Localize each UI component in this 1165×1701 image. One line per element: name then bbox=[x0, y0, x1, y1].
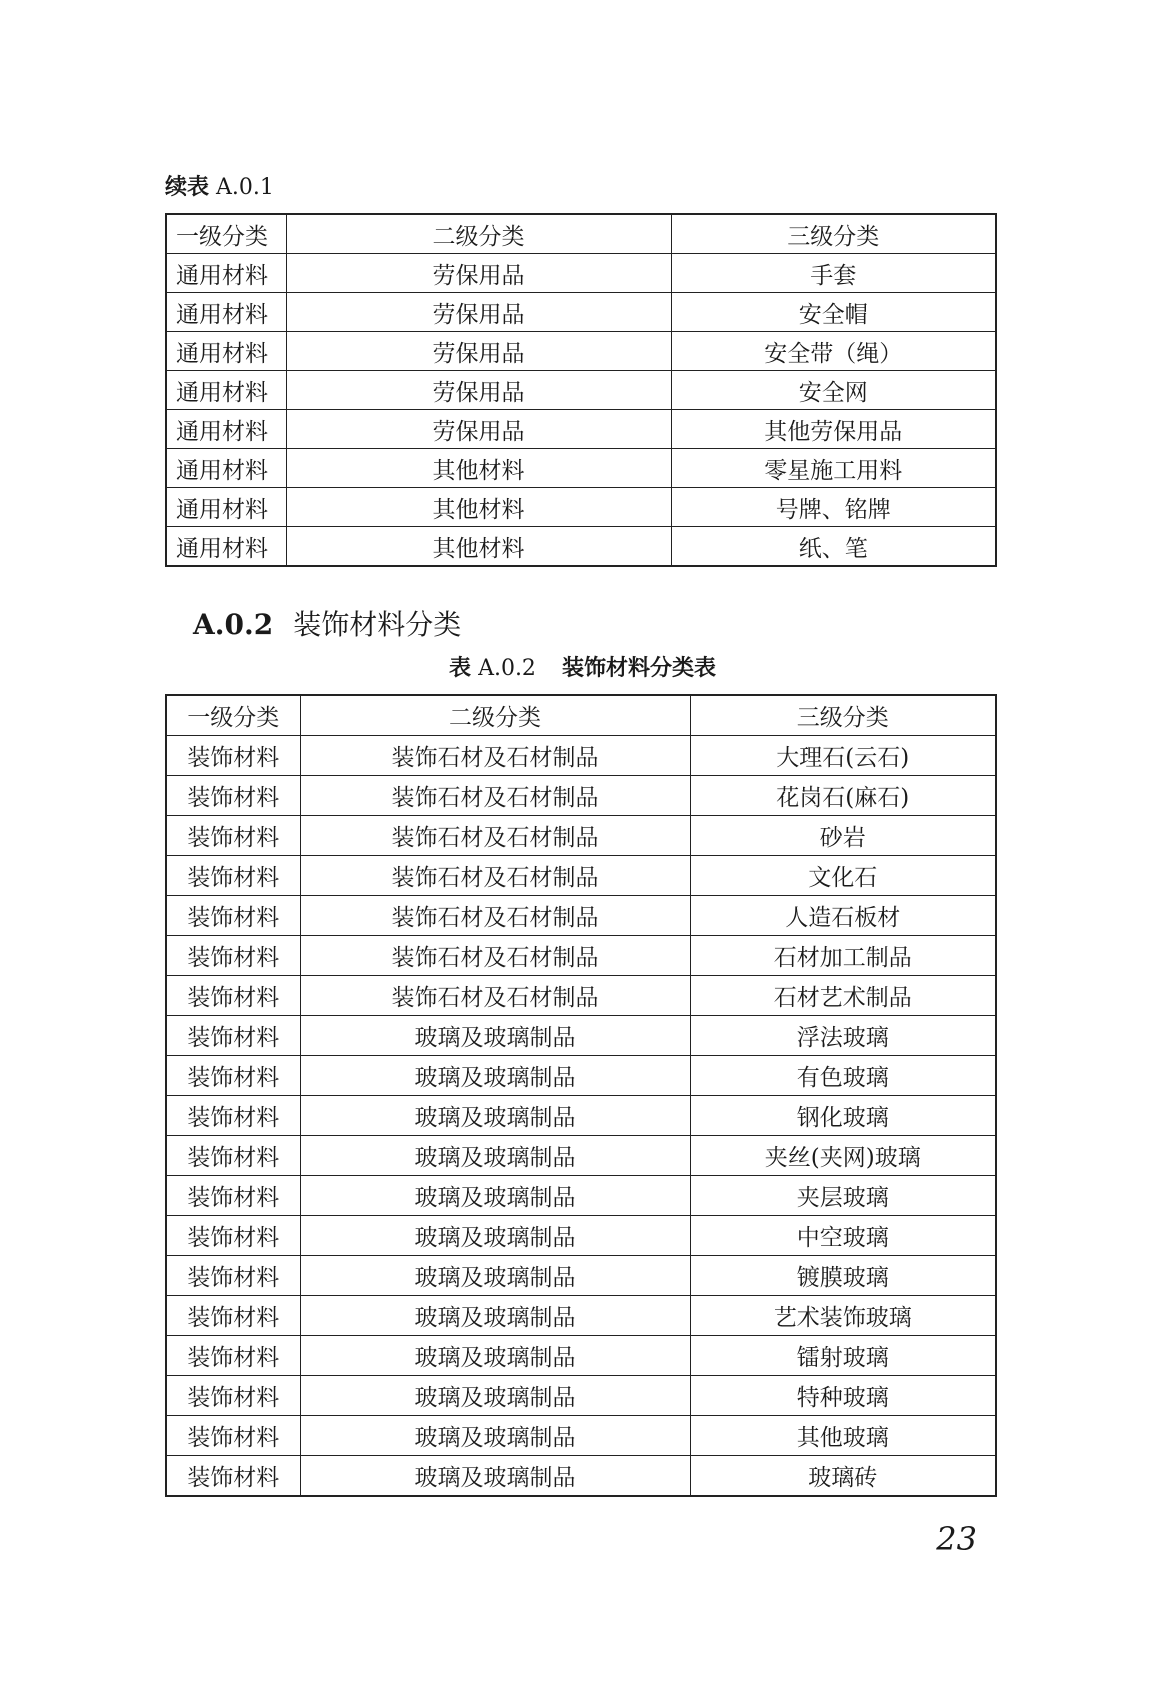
table-cell: 装饰材料 bbox=[166, 936, 300, 976]
table-row bbox=[166, 527, 996, 567]
table-row bbox=[166, 1416, 996, 1456]
table-cell: 装饰材料 bbox=[166, 1416, 300, 1456]
table-row bbox=[166, 1216, 996, 1256]
table-cell: 通用材料 bbox=[166, 371, 286, 410]
table-row bbox=[166, 1376, 996, 1416]
table-cell: 装饰材料 bbox=[166, 776, 300, 816]
table-row bbox=[166, 1176, 996, 1216]
table-cell: 其他材料 bbox=[286, 527, 671, 567]
table-cell: 装饰材料 bbox=[166, 816, 300, 856]
table-row bbox=[166, 254, 996, 293]
table-cell: 装饰材料 bbox=[166, 1296, 300, 1336]
table-row bbox=[166, 1296, 996, 1336]
table2-body bbox=[166, 695, 996, 1496]
table-cell: 通用材料 bbox=[166, 410, 286, 449]
table-cell: 玻璃及玻璃制品 bbox=[300, 1136, 690, 1176]
table-cell: 钢化玻璃 bbox=[690, 1096, 996, 1136]
table-cell: 其他劳保用品 bbox=[671, 410, 996, 449]
table-cell: 装饰材料 bbox=[166, 1376, 300, 1416]
table-cell: 艺术装饰玻璃 bbox=[690, 1296, 996, 1336]
table-cell: 装饰材料 bbox=[166, 736, 300, 776]
table-cell: 装饰材料 bbox=[166, 856, 300, 896]
table-cell: 玻璃及玻璃制品 bbox=[300, 1176, 690, 1216]
table-cell: 装饰材料 bbox=[166, 1216, 300, 1256]
table-cell: 有色玻璃 bbox=[690, 1056, 996, 1096]
table1-caption bbox=[165, 172, 274, 203]
table-row bbox=[166, 410, 996, 449]
table-cell: 通用材料 bbox=[166, 488, 286, 527]
table2-caption-id: A.0.2 bbox=[478, 656, 536, 681]
table-cell: 通用材料 bbox=[166, 527, 286, 567]
table1-header-cell: 三级分类 bbox=[671, 214, 996, 254]
table-row bbox=[166, 856, 996, 896]
table-cell: 装饰材料 bbox=[166, 1096, 300, 1136]
table-row bbox=[166, 332, 996, 371]
table-cell: 中空玻璃 bbox=[690, 1216, 996, 1256]
table-cell: 特种玻璃 bbox=[690, 1376, 996, 1416]
table-cell: 通用材料 bbox=[166, 332, 286, 371]
table1 bbox=[165, 213, 997, 567]
table-cell: 装饰材料 bbox=[166, 1016, 300, 1056]
table-cell: 其他材料 bbox=[286, 449, 671, 488]
table-cell: 石材艺术制品 bbox=[690, 976, 996, 1016]
table1-header-cell: 一级分类 bbox=[166, 214, 286, 254]
table-cell: 安全帽 bbox=[671, 293, 996, 332]
table2-header-row bbox=[166, 695, 996, 736]
table-cell: 装饰材料 bbox=[166, 976, 300, 1016]
table-cell: 玻璃及玻璃制品 bbox=[300, 1456, 690, 1497]
table-row bbox=[166, 776, 996, 816]
table-cell: 花岗石(麻石) bbox=[690, 776, 996, 816]
table-row bbox=[166, 1136, 996, 1176]
table-row bbox=[166, 1256, 996, 1296]
table-cell: 装饰材料 bbox=[166, 1176, 300, 1216]
table-cell: 装饰石材及石材制品 bbox=[300, 896, 690, 936]
table-cell: 镭射玻璃 bbox=[690, 1336, 996, 1376]
table-cell: 玻璃及玻璃制品 bbox=[300, 1336, 690, 1376]
table-row bbox=[166, 936, 996, 976]
table-row bbox=[166, 1336, 996, 1376]
table-cell: 玻璃及玻璃制品 bbox=[300, 1256, 690, 1296]
table-cell: 装饰石材及石材制品 bbox=[300, 816, 690, 856]
table2-caption-title: 装饰材料分类表 bbox=[561, 655, 716, 681]
table-cell: 装饰石材及石材制品 bbox=[300, 856, 690, 896]
table-cell: 其他材料 bbox=[286, 488, 671, 527]
table-cell: 玻璃及玻璃制品 bbox=[300, 1376, 690, 1416]
table-cell: 其他玻璃 bbox=[690, 1416, 996, 1456]
section-number: A.0.2 bbox=[193, 608, 274, 641]
table-row bbox=[166, 293, 996, 332]
table-cell: 镀膜玻璃 bbox=[690, 1256, 996, 1296]
table-cell: 通用材料 bbox=[166, 449, 286, 488]
table-cell: 夹层玻璃 bbox=[690, 1176, 996, 1216]
table-cell: 玻璃及玻璃制品 bbox=[300, 1296, 690, 1336]
table-row bbox=[166, 1056, 996, 1096]
section-title: 装饰材料分类 bbox=[293, 608, 462, 641]
table-cell: 玻璃及玻璃制品 bbox=[300, 1216, 690, 1256]
table-cell: 人造石板材 bbox=[690, 896, 996, 936]
table2-header-cell: 一级分类 bbox=[166, 695, 300, 736]
table-cell: 玻璃及玻璃制品 bbox=[300, 1416, 690, 1456]
section-heading bbox=[193, 607, 461, 643]
table2 bbox=[165, 694, 997, 1497]
table-cell: 劳保用品 bbox=[286, 254, 671, 293]
table1-body bbox=[166, 214, 996, 566]
table-row bbox=[166, 816, 996, 856]
table-cell: 玻璃及玻璃制品 bbox=[300, 1016, 690, 1056]
table1-header-cell: 二级分类 bbox=[286, 214, 671, 254]
table-row bbox=[166, 488, 996, 527]
table-cell: 装饰石材及石材制品 bbox=[300, 736, 690, 776]
table-row bbox=[166, 736, 996, 776]
table-cell: 玻璃及玻璃制品 bbox=[300, 1056, 690, 1096]
table-cell: 劳保用品 bbox=[286, 332, 671, 371]
table-cell: 安全网 bbox=[671, 371, 996, 410]
table-cell: 装饰石材及石材制品 bbox=[300, 936, 690, 976]
table-cell: 手套 bbox=[671, 254, 996, 293]
table-cell: 玻璃砖 bbox=[690, 1456, 996, 1497]
table-cell: 石材加工制品 bbox=[690, 936, 996, 976]
table-cell: 文化石 bbox=[690, 856, 996, 896]
table-cell: 劳保用品 bbox=[286, 410, 671, 449]
table-cell: 零星施工用料 bbox=[671, 449, 996, 488]
table1-caption-id: A.0.1 bbox=[216, 175, 274, 200]
table-cell: 劳保用品 bbox=[286, 293, 671, 332]
table-row bbox=[166, 449, 996, 488]
table-row bbox=[166, 1096, 996, 1136]
table-cell: 号牌、铭牌 bbox=[671, 488, 996, 527]
table-cell: 劳保用品 bbox=[286, 371, 671, 410]
table-cell: 通用材料 bbox=[166, 293, 286, 332]
table-row bbox=[166, 1456, 996, 1497]
table-cell: 装饰材料 bbox=[166, 1256, 300, 1296]
table-row bbox=[166, 976, 996, 1016]
table-cell: 夹丝(夹网)玻璃 bbox=[690, 1136, 996, 1176]
table-cell: 通用材料 bbox=[166, 254, 286, 293]
table-cell: 玻璃及玻璃制品 bbox=[300, 1096, 690, 1136]
table-cell: 大理石(云石) bbox=[690, 736, 996, 776]
table-row bbox=[166, 1016, 996, 1056]
table-cell: 装饰材料 bbox=[166, 1056, 300, 1096]
table1-header-row bbox=[166, 214, 996, 254]
table-cell: 装饰材料 bbox=[166, 1136, 300, 1176]
table2-header-cell: 三级分类 bbox=[690, 695, 996, 736]
table2-caption-prefix: 表 bbox=[449, 655, 472, 681]
table-cell: 装饰材料 bbox=[166, 1456, 300, 1497]
table-cell: 装饰石材及石材制品 bbox=[300, 976, 690, 1016]
table2-header-cell: 二级分类 bbox=[300, 695, 690, 736]
table-cell: 装饰石材及石材制品 bbox=[300, 776, 690, 816]
table1-caption-prefix: 续表 bbox=[165, 174, 210, 200]
table-cell: 安全带（绳） bbox=[671, 332, 996, 371]
table-cell: 纸、笔 bbox=[671, 527, 996, 567]
table2-caption bbox=[0, 653, 1165, 684]
table-cell: 砂岩 bbox=[690, 816, 996, 856]
table-row bbox=[166, 896, 996, 936]
table-cell: 浮法玻璃 bbox=[690, 1016, 996, 1056]
table-cell: 装饰材料 bbox=[166, 896, 300, 936]
page-number: 23 bbox=[936, 1520, 977, 1558]
table-row bbox=[166, 371, 996, 410]
table-cell: 装饰材料 bbox=[166, 1336, 300, 1376]
